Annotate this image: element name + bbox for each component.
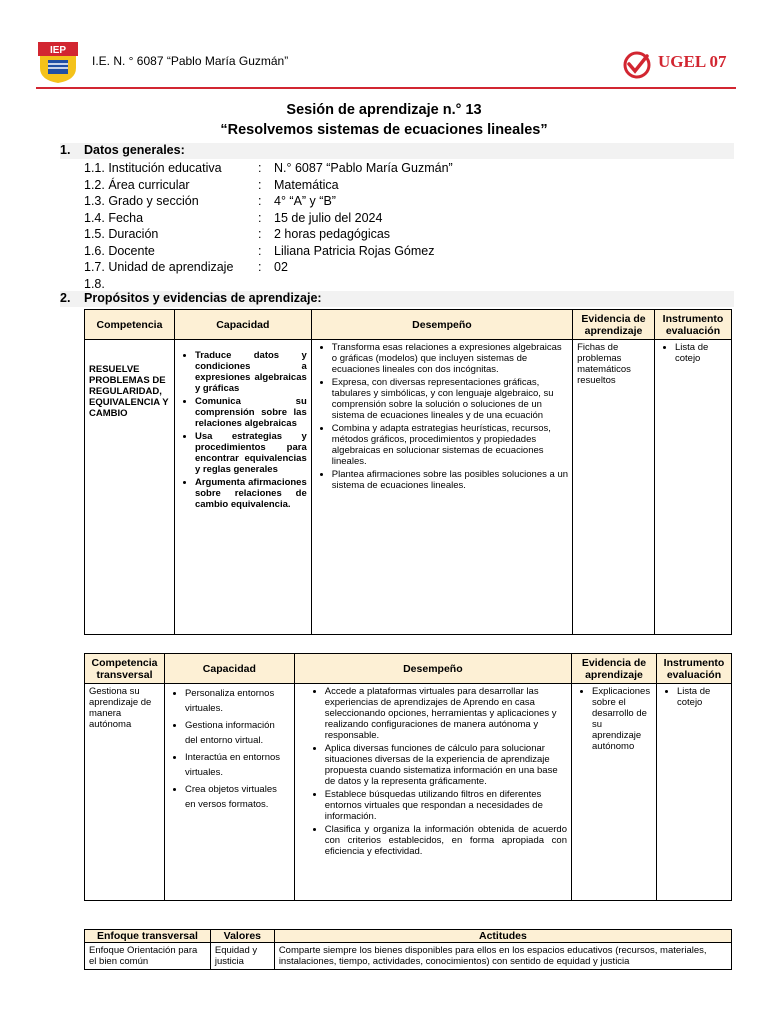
dato-colon: : [258, 194, 262, 208]
desempeno-list [299, 686, 567, 857]
header-desempeno: Desempeño [311, 310, 572, 340]
valores-cell: Equidad y justicia [210, 943, 274, 970]
header-competencia-transversal: Competencia transversal [85, 654, 165, 684]
competencia-cell: Gestiona su aprendizaje de manera autónoma [85, 684, 165, 901]
dato-value: 2 horas pedagógicas [274, 227, 391, 241]
instrumento-cell [654, 340, 731, 635]
enfoque-transversal-table [84, 929, 732, 970]
header-actitudes: Actitudes [274, 930, 731, 943]
dato-value: 02 [274, 260, 288, 274]
dato-value: Liliana Patricia Rojas Gómez [274, 243, 435, 258]
header-instrumento: Instrumento evaluación [656, 654, 731, 684]
instrumento-cell [656, 684, 731, 901]
header-divider [36, 87, 736, 89]
header-capacidad: Capacidad [164, 654, 294, 684]
list-item: • Traduce datos y condiciones a expresiones algebraicas y gráficas [195, 350, 307, 394]
evidencia-cell [572, 684, 657, 901]
capacidad-list [179, 350, 307, 510]
enfoque-cell: Enfoque Orientación para el bien común [85, 943, 211, 970]
desempeno-list [316, 342, 568, 491]
logo-letters: IEP [49, 45, 67, 56]
dato-label: 1.1. Institución educativa [84, 161, 222, 175]
dato-colon: : [258, 210, 262, 225]
session-subtitle: “Resolvemos sistemas de ecuaciones lineales” [220, 122, 548, 138]
instrumento-list [659, 342, 727, 364]
list-item: • Personaliza entornos virtuales. [185, 686, 290, 716]
list-item: • Accede a plataformas virtuales para desarrollar las experiencias de aprendizajes de Aprendo en casa seleccionando opciones, herramientas y aplicaciones y realizando configuraciones de manera autónoma y responsable. [325, 686, 567, 741]
list-item: • Aplica diversas funciones de cálculo para solucionar situaciones diversas de la experiencia de aprendizaje propuesta cuando sistematiza información en una base de datos y la representa gráficamente. [325, 743, 567, 787]
instrumento-list [661, 686, 727, 708]
desempeno-cell [294, 684, 571, 901]
dato-value: 4° “A” y “B” [274, 194, 336, 208]
header-capacidad: Capacidad [174, 310, 311, 340]
section-number: 1. [60, 143, 71, 157]
list-item: • Clasifica y organiza la información obtenida de acuerdo con criterios establecidos, en forma apropiada con eficiencia y efectividad. [325, 824, 567, 857]
section-number: 2. [60, 291, 71, 305]
section-propositos [60, 291, 734, 307]
desempeno-cell [311, 340, 572, 635]
competencias-table [84, 309, 732, 635]
competencia-cell: RESUELVE PROBLEMAS DE REGULARIDAD, EQUIVALENCIA Y CAMBIO [85, 340, 175, 635]
dato-colon: : [258, 177, 262, 192]
list-item: • Lista de cotejo [675, 342, 727, 364]
actitudes-cell: Comparte siempre los bienes disponibles para ellos en los espacios educativos (recursos, materiales, instalaciones, tiempo, actividades, conocimientos) con sentido de equidad y justicia [274, 943, 731, 970]
header-evidencia: Evidencia de aprendizaje [573, 310, 655, 340]
header-desempeno: Desempeño [294, 654, 571, 684]
dato-value: N.° 6087 “Pablo María Guzmán” [274, 161, 453, 175]
list-item: • Gestiona información del entorno virtual. [185, 718, 290, 748]
evidencia-list [576, 686, 652, 752]
dato-colon: : [258, 161, 262, 175]
list-item: • Comunica su comprensión sobre las relaciones algebraicas [195, 396, 307, 429]
dato-label: 1.2. Área curricular [84, 177, 190, 192]
dato-label: 1.5. Duración [84, 227, 159, 241]
list-item: • Expresa, con diversas representaciones gráficas, tabulares y simbólicas, y con lenguaje algebraico, su comprensión sobre la solución o soluciones de un sistema de ecuaciones lineales y de una ecuación [332, 377, 568, 421]
dato-label: 1.8. [84, 276, 105, 291]
dato-label: 1.6. Docente [84, 243, 155, 258]
capacidad-list [169, 686, 290, 812]
competencia-transversal-table [84, 653, 732, 901]
list-item: • Transforma esas relaciones a expresiones algebraicas o gráficas (modelos) que incluyen sistemas de ecuaciones lineales con dos incógnitas. [332, 342, 568, 375]
school-crest-logo [36, 40, 80, 84]
dato-colon: : [258, 227, 262, 241]
list-item: • Interactúa en entornos virtuales. [185, 750, 290, 780]
dato-colon: : [258, 260, 262, 274]
session-title: Sesión de aprendizaje n.° 13 [286, 102, 482, 118]
page-header [0, 0, 768, 92]
capacidad-cell [174, 340, 311, 635]
evidencia-cell: Fichas de problemas matemáticos resueltos [573, 340, 655, 635]
header-instrumento: Instrumento evaluación [654, 310, 731, 340]
section-datos-generales [60, 143, 734, 159]
ugel-label: UGEL 07 [658, 52, 727, 71]
list-item: • Crea objetos virtuales en versos formatos. [185, 782, 290, 812]
dato-value: 15 de julio del 2024 [274, 210, 383, 225]
list-item: • Argumenta afirmaciones sobre relaciones de cambio equivalencia. [195, 477, 307, 510]
capacidad-cell [164, 684, 294, 901]
dato-label: 1.7. Unidad de aprendizaje [84, 260, 234, 274]
list-item: • Lista de cotejo [677, 686, 727, 708]
dato-value: Matemática [274, 177, 339, 192]
section-heading: Propósitos y evidencias de aprendizaje: [84, 291, 322, 305]
header-valores: Valores [210, 930, 274, 943]
section-heading: Datos generales: [84, 143, 185, 157]
dato-label: 1.3. Grado y sección [84, 194, 199, 208]
school-name: I.E. N. ° 6087 “Pablo María Guzmán” [92, 54, 289, 68]
dato-colon: : [258, 243, 262, 258]
list-item: • Combina y adapta estrategias heurísticas, recursos, métodos gráficos, procedimientos y propiedades algebraicas en solucionar sistemas de ecuaciones lineales. [332, 423, 568, 467]
list-item: • Plantea afirmaciones sobre las posibles soluciones a un sistema de ecuaciones lineales. [332, 469, 568, 491]
header-competencia: Competencia [85, 310, 175, 340]
list-item: • Establece búsquedas utilizando filtros en diferentes entornos virtuales que respondan a necesidades de información. [325, 789, 567, 822]
list-item: • Explicaciones sobre el desarrollo de su aprendizaje autónomo [592, 686, 652, 752]
list-item: • Usa estrategias y procedimientos para encontrar equivalencias y reglas generales [195, 431, 307, 475]
header-evidencia: Evidencia de aprendizaje [572, 654, 657, 684]
dato-label: 1.4. Fecha [84, 210, 144, 225]
header-enfoque: Enfoque transversal [85, 930, 211, 943]
